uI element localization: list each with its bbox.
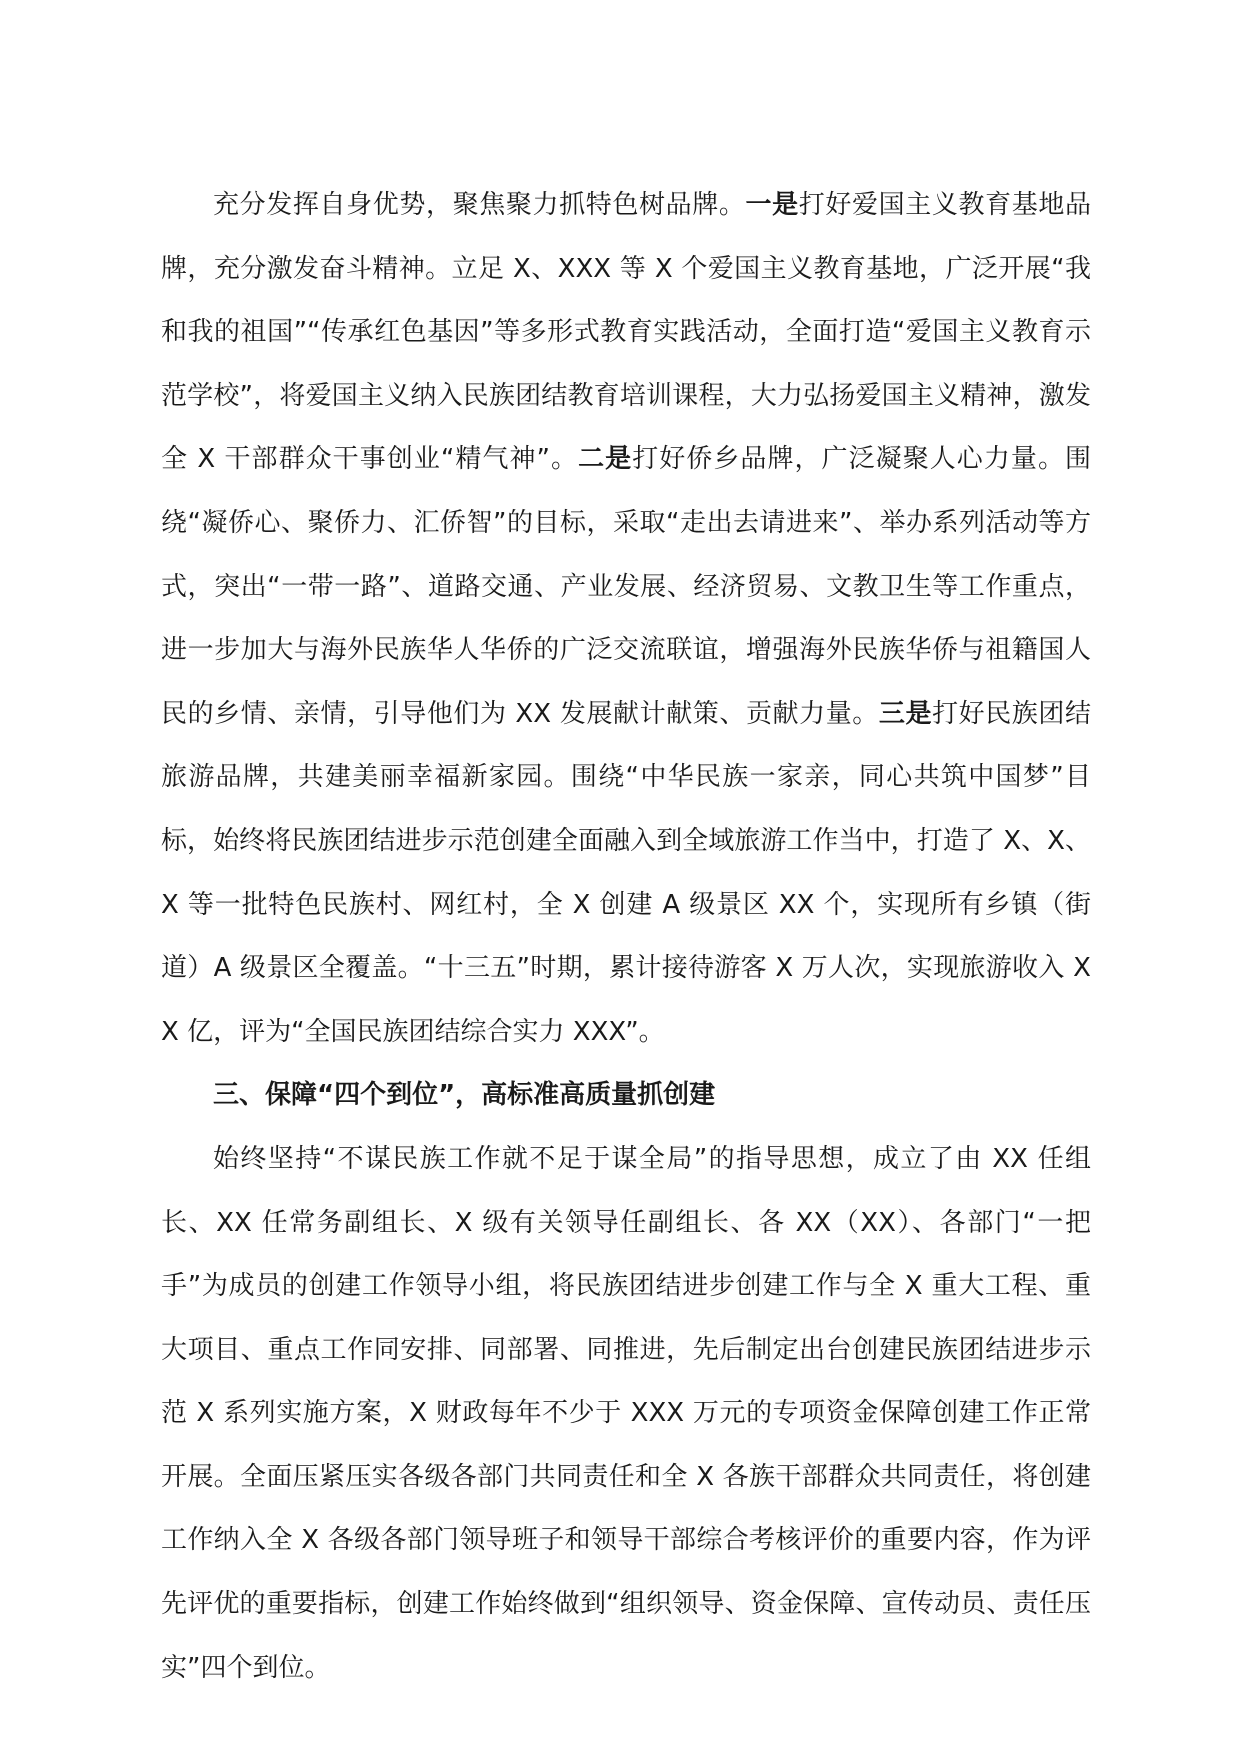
ordinal-marker-second: 二是 bbox=[578, 444, 633, 475]
ordinal-marker-first: 一是 bbox=[745, 190, 799, 220]
paragraph-lead-sentence: 充分发挥自身优势，聚焦聚力抓特色树品牌。 bbox=[213, 190, 746, 220]
paragraph-text-patriotic-base: 打好爱国主义教育基地品牌，充分激发奋斗精神。立足 X、XXX 等 X 个爱国主义教育基地，广泛开展“我和我的祖国”“传承红色基因”等多形式教育实践活动，全面打造“爱国主义教育示范学校”，将爱国主义纳入民族团结教育培训课程，大力弘扬爱国主义精神，激发全 X 干部群众干事创业“精气神”。 bbox=[161, 190, 1091, 475]
ordinal-marker-third: 三是 bbox=[878, 698, 933, 729]
section-heading-three: 三、保障“四个到位”，高标准高质量抓创建 bbox=[213, 1080, 716, 1111]
paragraph-text-overseas-chinese: 打好侨乡品牌，广泛凝聚人心力量。围绕“凝侨心、聚侨力、汇侨智”的目标，采取“走出去请进来”、举办系列活动等方式，突出“一带一路”、道路交通、产业发展、经济贸易、文教卫生等工作重点，进一步加大与海外民族华人华侨的广泛交流联谊，增强海外民族华侨与祖籍国人民的乡情、亲情，引导他们为 XX 发展献计献策、贡献力量。 bbox=[161, 444, 1091, 729]
document-page bbox=[161, 174, 1091, 1700]
body-paragraph-guarantee: 始终坚持“不谋民族工作就不足于谋全局”的指导思想，成立了由 XX 任组长、XX 任常务副组长、X 级有关领导任副组长、各 XX（XX）、各部门“一把手”为成员的创建工作领导小组，将民族团结进步创建工作与全 X 重大工程、重大项目、重点工作同安排、同部署、同推进，先后制定出台创建民族团结进步示范 X 系列实施方案，X 财政每年不少于 XXX 万元的专项资金保障创建工作正常开展。全面压紧压实各级各部门共同责任和全 X 各族干部群众共同责任，将创建工作纳入全 X 各级各部门领导班子和领导干部综合考核评价的重要内容，作为评先评优的重要指标，创建工作始终做到“组织领导、资金保障、宣传动员、责任压实”四个到位。 bbox=[161, 1143, 1091, 1683]
body-paragraph-brand bbox=[161, 174, 1091, 1064]
paragraph-text-tourism: 打好民族团结旅游品牌，共建美丽幸福新家园。围绕“中华民族一家亲，同心共筑中国梦”目标，始终将民族团结进步示范创建全面融入到全域旅游工作当中，打造了 X、X、X 等一批特色民族村、网红村，全 X 创建 A 级景区 XX 个，实现所有乡镇（街道）A 级景区全覆盖。“十三五”时期，累计接待游客 X 万人次，实现旅游收入 XX 亿，评为“全国民族团结综合实力 XXX”。 bbox=[161, 698, 1091, 1047]
